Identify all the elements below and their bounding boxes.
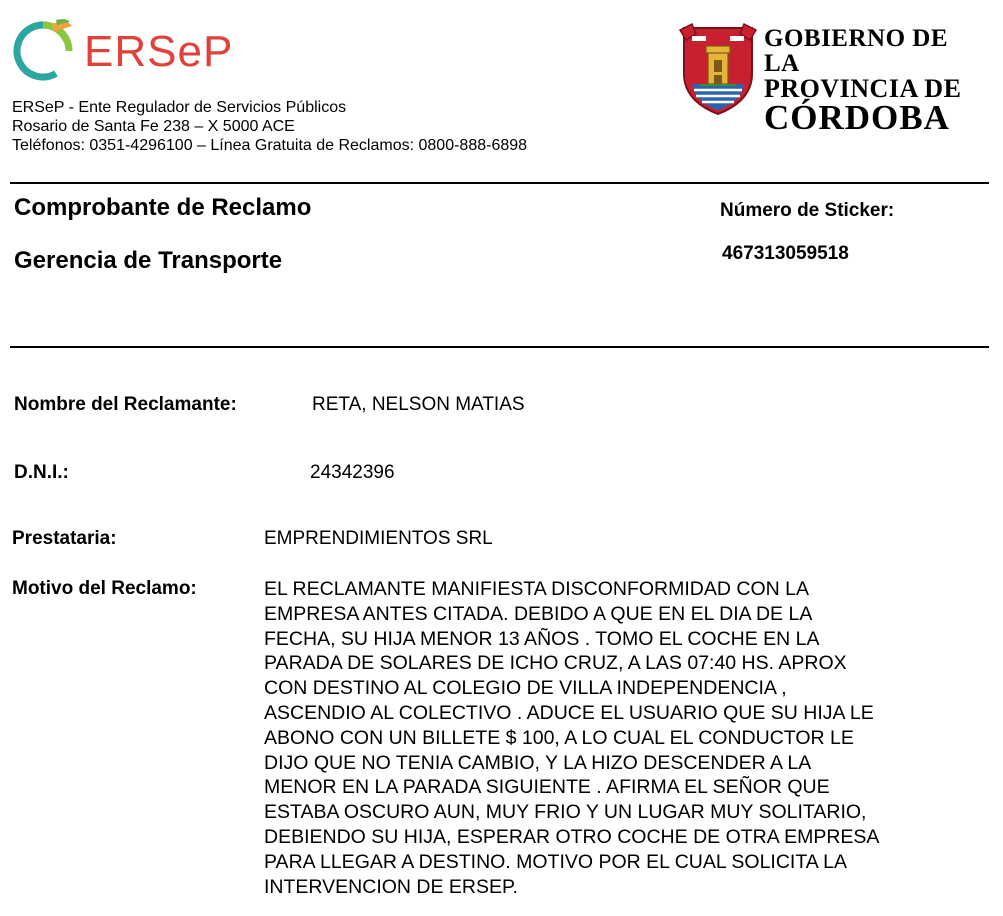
gobierno-line-1: GOBIERNO DE LA — [764, 25, 949, 77]
gobierno-line-2: PROVINCIA DE — [764, 74, 962, 103]
reason-value: EL RECLAMANTE MANIFIESTA DISCONFORMIDAD CON LA EMPRESA ANTES CITADA. DEBIDO A QUE EN EL DIA DE LA FECHA, SU HIJA MENOR 13 AÑOS . TOMO EL COCHE EN LA PARADA DE SOLARES DE ICHO CRUZ, A LAS 07:40 HS. APROX CON DESTINO AL COLEGIO DE VILLA INDEPENDENCIA , ASCENDIO AL COLECTIVO . ADUCE EL USUARIO QUE SU HIJA LE ABONO CON UN BILLETE $ 100, A LO CUAL EL CONDUCTOR LE DIJO QUE NO TENIA CAMBIO, Y LA HIZO DESCENDER A LA MENOR EN LA PARADA SIGUIENTE . AFIRMA EL SEÑOR QUE ESTABA OSCURO AUN, MUY FRIO Y UN LUGAR MUY SOLITARIO, DEBIENDO SU HIJA, ESPERAR OTRO COCHE DE OTRA EMPRESA PARA LLEGAR A DESTINO. MOTIVO POR EL CUAL SOLICITA LA INTERVENCION DE ERSEP. — [264, 578, 880, 898]
sticker-number: 467313059518 — [722, 243, 849, 264]
gobierno-wordmark — [764, 26, 978, 135]
divider-top — [10, 182, 989, 184]
gobierno-line-3: CÓRDOBA — [764, 98, 950, 137]
ersep-logo — [12, 18, 234, 86]
gobierno-cordoba-logo — [678, 22, 978, 137]
cordoba-shield-icon — [678, 22, 758, 116]
claimant-value: RETA, NELSON MATIAS — [312, 394, 525, 415]
dni-label: D.N.I.: — [14, 462, 69, 483]
provider-label: Prestataria: — [12, 528, 117, 549]
dni-value: 24342396 — [310, 462, 395, 483]
department-title: Gerencia de Transporte — [14, 247, 283, 274]
sticker-label: Número de Sticker: — [720, 200, 895, 221]
document-title: Comprobante de Reclamo — [14, 194, 312, 221]
address-line-org: ERSeP - Ente Regulador de Servicios Públicos — [12, 99, 347, 116]
address-line-street: Rosario de Santa Fe 238 – X 5000 ACE — [12, 118, 295, 135]
ersep-logo-mark-icon — [12, 18, 78, 84]
reason-label: Motivo del Reclamo: — [12, 578, 197, 599]
ersep-wordmark: ERSeP — [84, 27, 234, 76]
address-line-phones: Teléfonos: 0351-4296100 – Línea Gratuita de Reclamos: 0800-888-6898 — [12, 137, 528, 154]
provider-value: EMPRENDIMIENTOS SRL — [264, 528, 493, 549]
claimant-label: Nombre del Reclamante: — [14, 394, 237, 415]
divider-middle — [10, 346, 989, 348]
